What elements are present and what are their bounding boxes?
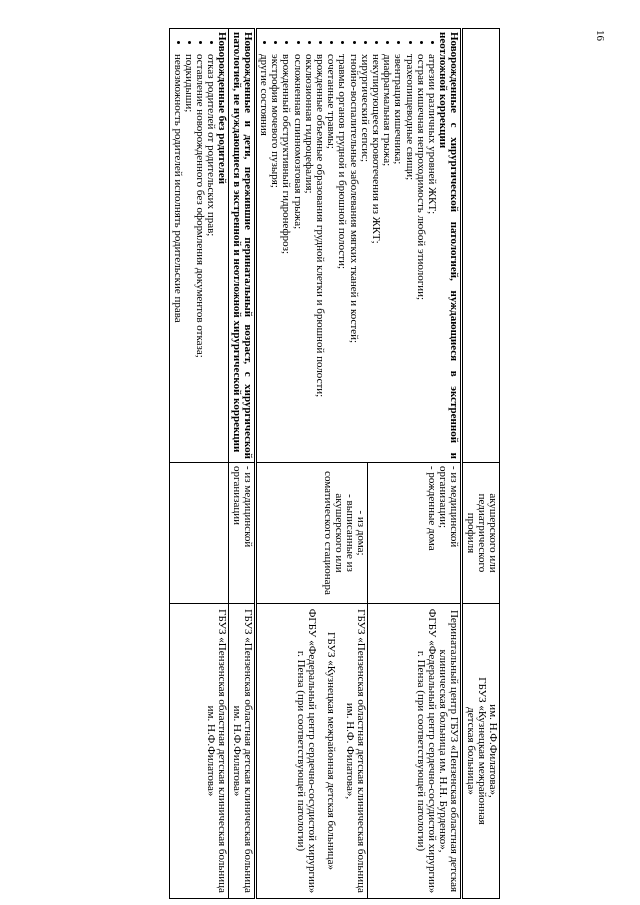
table-cell-institution: ГБУЗ «Пензенская областная детская клиническая больница им. Н.Ф.Филатова»: [170, 604, 229, 899]
cell-line: профиля: [464, 512, 477, 554]
cell-line: г. Пенза (при соответствующей патологии): [294, 650, 307, 852]
table-row: [368, 29, 462, 899]
cell-line: Перинатальный центр ГБУЗ «Пензенская областная детская клиническая больница им. Н.Н. Бурденко»,: [437, 609, 461, 893]
table-cell-category: [170, 29, 229, 463]
cell-line: им. Н.Ф.Филатова»,: [487, 704, 499, 798]
list-item: • хирургический сепсис;: [359, 54, 370, 459]
list-item: • трахеопищеводные свищи;: [403, 54, 414, 459]
list-item: • эвентрация кишечника;: [392, 54, 403, 459]
list-item: • врожденные объемные образования грудной клетки и брюшной полости;: [314, 54, 325, 459]
list-item: • диафрагмальная грыжа;: [381, 54, 392, 459]
table-cell-source: - из медицинской организации; - рожденные дома: [368, 463, 462, 604]
table-cell-category: [462, 29, 500, 463]
table-cell-source: [170, 463, 229, 604]
cell-line: ГБУЗ «Кузнецкая межрайонная: [475, 677, 488, 825]
table-row: [462, 29, 500, 899]
list-item: • отказ родителей от родительских прав;: [205, 54, 216, 459]
page-number: 16: [594, 30, 606, 41]
cell-line: ГБУЗ «Кузнецкая межрайонная детская больница»: [324, 632, 337, 870]
list-item: • окклюзионная гидроцефалия;: [303, 54, 314, 459]
list-item: • некупирующееся кровотечения из ЖКТ;: [370, 54, 381, 459]
table-row: [170, 29, 229, 899]
table-row: [229, 29, 255, 899]
list-item: • подкидыши;: [183, 54, 194, 459]
cell-line: ФГБУ «Федеральный центр сердечно-сосудистой хирургии»: [425, 608, 438, 894]
list-item: • другие состояния: [258, 54, 269, 459]
list-item: • гнойно-воспалительные заболевания мягких тканей и костей;: [347, 54, 358, 459]
section-heading: Новорожденные без родителей: [216, 32, 229, 185]
list-item: • острая кишечная непроходимость любой этиологии;: [415, 54, 426, 459]
cell-line: ГБУЗ «Пензенская областная детская клиническая больница им. Н.Ф. Филатова»,: [344, 609, 368, 893]
list-item: • экстрофия мочевого пузыря;: [269, 54, 280, 459]
list-item: • травмы органов грудной и брюшной полости;: [336, 54, 347, 459]
cell-line: ФГБУ «Федеральный центр сердечно-сосудистой хирургии»: [305, 608, 318, 894]
table-cell-category: [229, 29, 255, 463]
cell-line: акушерского или: [487, 493, 499, 573]
table-cell-institution: [368, 604, 462, 899]
rotated-table-wrapper: [30, 28, 500, 898]
table-cell-source: [462, 463, 500, 604]
cell-line: г. Пенза (при соответствующей патологии): [414, 650, 427, 852]
table-cell-source: - из дома; - выписанные из акушерского или соматического стационара: [255, 463, 368, 604]
cell-line: педиатрического: [475, 493, 488, 573]
list-item: • невозможность родителей исполнять родительские права: [171, 54, 182, 459]
list-item: • осложненная спинномозговая грыжа;: [291, 54, 302, 459]
table-cell-institution: [255, 604, 368, 899]
section-heading: Новорожденные с хирургической патологией, нуждающиеся в экстренной и неотложной коррекции: [437, 32, 461, 459]
condition-list: [258, 32, 437, 459]
cell-line: детская больница»: [464, 707, 477, 795]
table-cell-category: [255, 29, 462, 463]
condition-list: [171, 32, 216, 459]
list-item: • врожденный обструктивный гидронефроз;: [280, 54, 291, 459]
table-cell-institution: [462, 604, 500, 899]
table-cell-institution: ГБУЗ «Пензенская областная детская клиническая больница им. Н.Ф.Филатова»: [229, 604, 255, 899]
table-cell-source: - из медицинской организации: [229, 463, 255, 604]
list-item: • сочетанные травмы;: [325, 54, 336, 459]
section-heading: Новорожденные и дети, пережившие перинатальный возраст, с хирургической патологией, не нуждающиеся в экстренной и неотложной хирургической коррекции: [230, 32, 254, 459]
list-item: • оставление новорожденного без оформления документов отказа;: [194, 54, 205, 459]
list-item: • атрезии различных уровней ЖКТ;: [426, 54, 437, 459]
routing-table: [169, 28, 500, 899]
